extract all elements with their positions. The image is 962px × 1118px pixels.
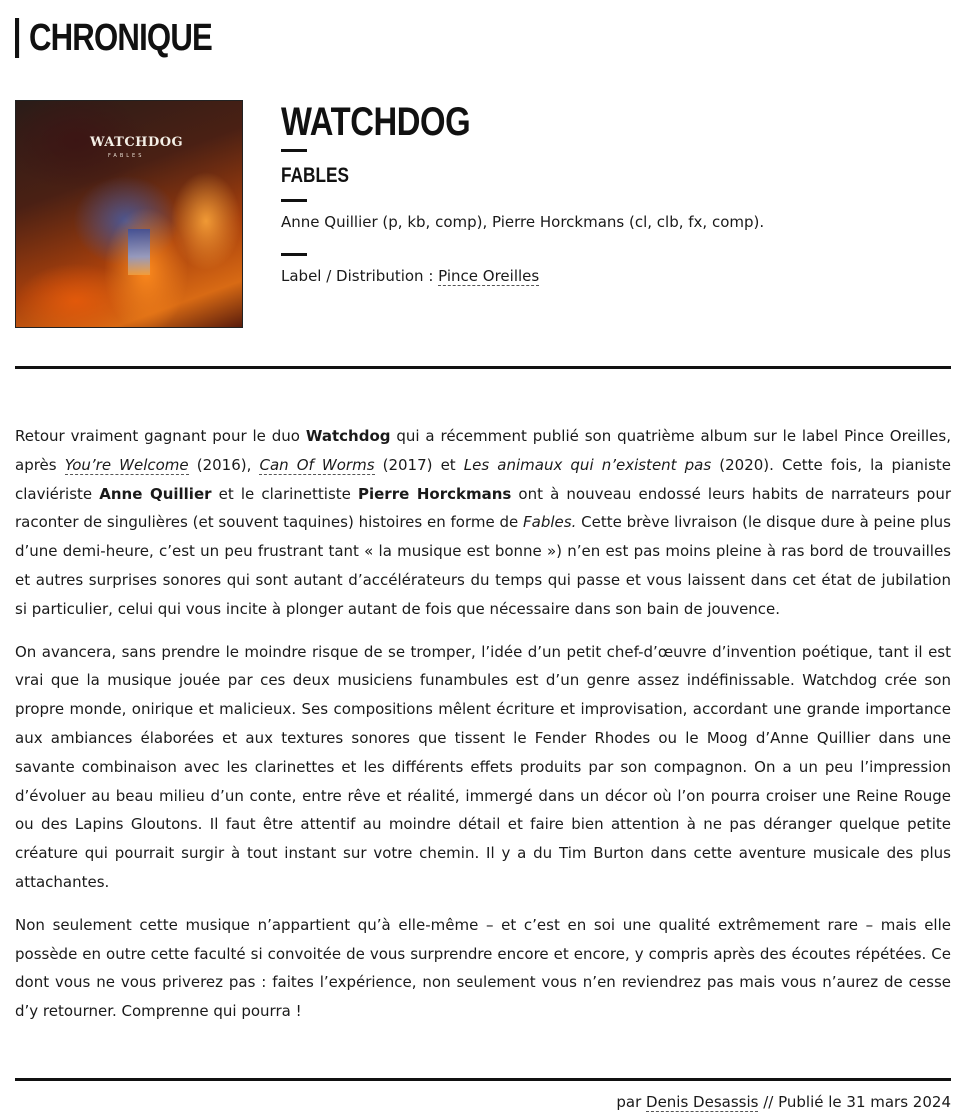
album-title: FABLES [281, 164, 349, 187]
byline [616, 1092, 951, 1112]
divider-dash [281, 149, 307, 152]
publish-date: // Publié le 31 mars 2024 [758, 1093, 951, 1111]
cover-door-shape [128, 229, 150, 275]
label-prefix: Label / Distribution : [281, 267, 439, 285]
top-rule [15, 366, 951, 369]
paragraph-2: On avancera, sans prendre le moindre risque de se tromper, l’idée d’un petit chef-d’œuvre d’invention poétique, tant il est vrai que la musique jouée par ces deux musiciens funambules est d’un genre assez indéfinissable. Watchdog crée son propre monde, onirique et malicieux. Ses compositions mêlent écriture et improvisation, accordant une grande importance aux ambiances élaborées et aux textures sonores que tissent le Fender Rhodes ou le Moog d’Anne Quillier dans une savante combinaison avec les clarinettes et les différents effets produits par son compagnon. On a un peu l’impression d’évoluer au beau milieu d’un conte, entre rêve et réalité, immergé dans un décor où l’on pourra croiser une Reine Rouge ou des Lapins Gloutons. Il faut être attentif au moindre détail et faire bien attention à ne pas déranger quelque petite créature qui pourrait surgir à tout instant sur votre chemin. Il y a du Tim Burton dans cette aventure musicale des plus attachantes. [15, 642, 951, 891]
album-link-youre-welcome[interactable]: You’re Welcome [64, 455, 189, 474]
bold-pierre-horckmans: Pierre Horckmans [358, 484, 512, 503]
divider-dash [281, 199, 307, 202]
bold-watchdog: Watchdog [305, 427, 391, 445]
album-cover-image [15, 100, 243, 328]
cover-subtitle: FABLES [108, 153, 145, 159]
text: Retour vraiment gagnant pour le duo [15, 427, 306, 445]
text: et le clarinettiste [211, 484, 358, 503]
italic-fables: Fables. [523, 513, 577, 532]
label-link[interactable]: Pince Oreilles [438, 267, 540, 285]
text: (2016), [188, 455, 260, 474]
text: ont à nouveau endossé leurs habits de narrateurs pour raconter de singulières (et souvent taquines) histoires en forme de [15, 484, 951, 532]
byline-prefix: par [616, 1093, 647, 1111]
musicians-list: Anne Quillier (p, kb, comp), Pierre Horckmans (cl, clb, fx, comp). [281, 213, 765, 231]
bold-anne-quillier: Anne Quillier [99, 484, 212, 503]
album-artist: WATCHDOG [281, 100, 471, 144]
italic-album-title: Les animaux qui n’existent pas [463, 455, 712, 474]
text: Cette brève livraison (le disque dure à peine plus d’une demi-heure, c’est un peu frustrant tant « la musique est bonne ») n’en est pas moins pleine à ras bord de trouvailles et autres surprises sonores qui sont autant d’accélérateurs du temps qui passe et vous laissent dans cet état de jubilation si particulier, celui qui vous incite à plonger autant de fois que nécessaire dans son bain de jouvence. [15, 513, 951, 618]
album-link-can-of-worms[interactable]: Can Of Worms [259, 455, 375, 474]
article-body [15, 422, 951, 1040]
cover-logo: WATCHDOG [90, 135, 184, 150]
text: qui a récemment publié son quatrième album sur le label Pince Oreilles, après [15, 427, 951, 474]
author-link[interactable]: Denis Desassis [646, 1093, 759, 1111]
divider-dash [281, 253, 307, 256]
label-line [281, 266, 539, 286]
paragraph-3: Non seulement cette musique n’appartient qu’à elle-même – et c’est en soi une qualité extrêmement rare – mais elle possède en outre cette faculté si convoitée de vous surprendre encore et encore, y compris après des écoutes répétées. Ce dont vous ne vous priverez pas : faites l’expérience, non seulement vous n’en reviendrez pas mais vous n’aurez de cesse d’y retourner. Comprenne qui pourra ! [15, 915, 951, 1021]
paragraph-1 [15, 422, 951, 624]
section-title: CHRONIQUE [15, 18, 212, 58]
bottom-rule [15, 1078, 951, 1081]
text: (2017) et [374, 455, 464, 474]
text: (2020). Cette fois, la pianiste claviériste [15, 455, 951, 503]
